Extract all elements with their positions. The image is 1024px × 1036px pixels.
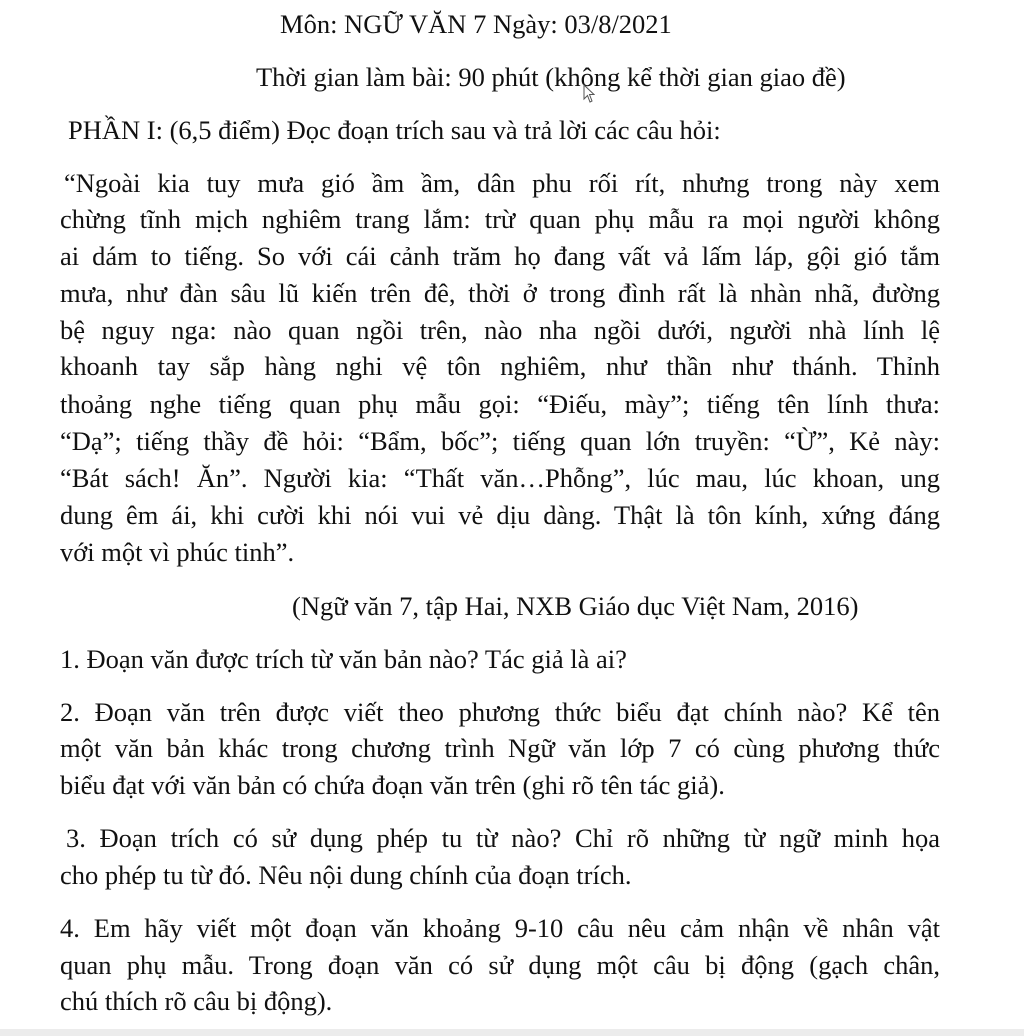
question-2-line: biểu đạt với văn bản có chứa đoạn văn trên (ghi rõ tên tác giả). [60,770,725,800]
passage-line: với một vì phúc tinh”. [60,537,295,567]
question-1: 1. Đoạn văn được trích từ văn bản nào? Tác giả là ai? [60,644,627,674]
question-2-line: một văn bản khác trong chương trình Ngữ văn lớp 7 có cùng phương thức [60,733,940,763]
passage-line: ai dám to tiếng. So với cái cảnh trăm họ đang vất vả lấm láp, gội gió tắm [60,241,940,271]
passage-line: khoanh tay sắp hàng nghi vệ tôn nghiêm, như thần như thánh. Thỉnh [60,351,940,381]
question-4-line: chú thích rõ câu bị động). [60,986,333,1016]
question-2-line: 2. Đoạn văn trên được viết theo phương thức biểu đạt chính nào? Kể tên [60,697,940,727]
question-4-line: quan phụ mẫu. Trong đoạn văn có sử dụng một câu bị động (gạch chân, [60,950,940,980]
part1-title: PHẦN I: (6,5 điểm) Đọc đoạn trích sau và trả lời các câu hỏi: [68,115,721,145]
passage-line: mưa, như đàn sâu lũ kiến trên đê, thời ở trong đình rất là nhàn nhã, đường [60,278,940,308]
question-4-line: 4. Em hãy viết một đoạn văn khoảng 9-10 câu nêu cảm nhận về nhân vật [60,913,940,943]
time-limit-line: Thời gian làm bài: 90 phút (không kể thời gian giao đề) [256,62,846,92]
passage-line: “Dạ”; tiếng thầy đề hỏi: “Bẩm, bốc”; tiếng quan lớn truyền: “Ừ”, Kẻ này: [60,426,940,456]
passage-line: “Ngoài kia tuy mưa gió ầm ầm, dân phu rối rít, nhưng trong này xem [64,168,940,198]
passage-line: thoảng nghe tiếng quan phụ mẫu gọi: “Điếu, mày”; tiếng tên lính thưa: [60,389,940,419]
question-3-line: 3. Đoạn trích có sử dụng phép tu từ nào? Chỉ rõ những từ ngữ minh họa [66,823,940,853]
passage-line: chừng tĩnh mịch nghiêm trang lắm: trừ quan phụ mẫu ra mọi người không [60,204,940,234]
text-cursor-icon [583,84,595,104]
passage-line: “Bát sách! Ăn”. Người kia: “Thất văn…Phỗng”, lúc mau, lúc khoan, ung [60,463,940,493]
passage-source: (Ngữ văn 7, tập Hai, NXB Giáo dục Việt Nam, 2016) [292,591,859,621]
question-3-line: cho phép tu từ đó. Nêu nội dung chính của đoạn trích. [60,860,632,890]
passage-line: dung êm ái, khi cười khi nói vui vẻ dịu dàng. Thật là tôn kính, xứng đáng [60,500,940,530]
passage-line: bệ nguy nga: nào quan ngồi trên, nào nha ngồi dưới, người nhà lính lệ [60,315,940,345]
page-bottom-edge [0,1029,1024,1036]
subject-date-heading: Môn: NGỮ VĂN 7 Ngày: 03/8/2021 [280,9,672,39]
